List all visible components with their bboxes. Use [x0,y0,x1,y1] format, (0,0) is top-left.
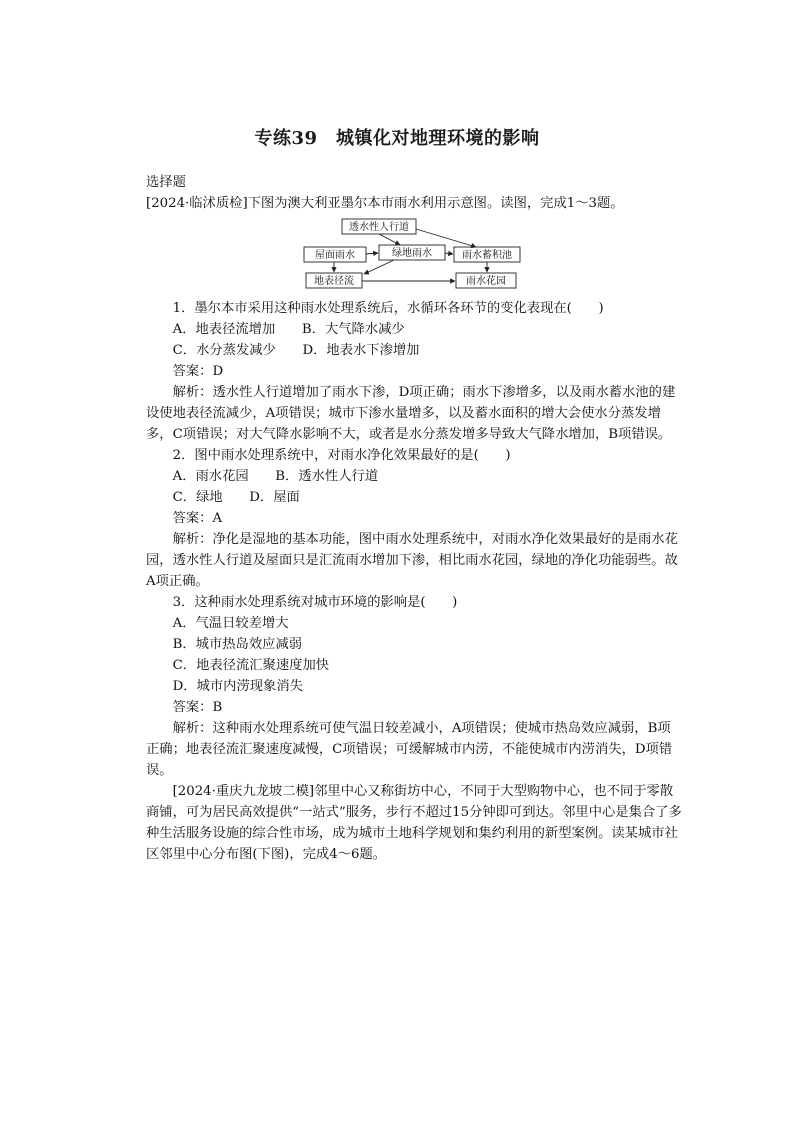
arrow-green-to-runoff [364,260,394,274]
node-green [379,245,445,260]
section-label: 选择题 [146,175,186,190]
q2-options-line1: A．雨水花园 B．透水性人行道 [172,469,379,484]
arrow-pavement-to-pool [416,229,476,247]
node-runoff-label: 地表径流 [314,276,354,287]
q1-stem: 1．墨尔本市采用这种雨水处理系统后，水循环各环节的变化表现在( ) [172,301,604,316]
arrow-roof-to-green [366,253,378,254]
q3-stem: 3．这种雨水处理系统对城市环境的影响是( ) [172,595,458,610]
node-garden-label: 雨水花园 [466,276,506,287]
q2-analysis: 解析：净化是湿地的基本功能，图中雨水处理系统中，对雨水净化效果最好的是雨水花园，透水性人行道及屋面只是汇流雨水增加下渗，相比雨水花园，绿地的净化功能弱些。故A项正确。 [146,532,678,589]
node-pool [454,247,520,262]
node-pool-label: 雨水蓄积池 [462,250,512,261]
q3-option-b: B．城市热岛效应减弱 [172,637,303,652]
node-pavement [342,219,416,234]
node-runoff [306,273,362,288]
node-garden [456,273,516,288]
rainwater-flow-svg [146,216,682,294]
q1-analysis: 解析：透水性人行道增加了雨水下渗，D项正确；雨水下渗增多，以及雨水蓄水池的建设使地表径流减少，A项错误；城市下渗水量增多，以及蓄水面积的增大会使水分蒸发增多，C项错误；对大气降水影响不大，或者是水分蒸发增多导致大气降水增加，B项错误。 [146,385,676,442]
q3-option-c: C．地表径流汇聚速度加快 [172,658,330,673]
arrow-green-to-pool [445,253,453,254]
q1-options-line1: A．地表径流增加 B．大气降水减少 [172,322,405,337]
q3-option-a: A．气温日较差增大 [172,616,289,631]
rainwater-diagram [146,216,682,294]
node-roof-label: 屋面雨水 [315,250,355,261]
group2-intro: [2024·重庆九龙坡二模]邻里中心又称街坊中心，不同于大型购物中心，也不同于零散商铺，可为居民高效提供“一站式”服务，步行不超过15分钟即可到达。邻里中心是集合了多种生活服务设施的综合性市场，成为城市土地科学规划和集约利用的新型案例。读某城市社区邻里中心分布图(下图)，完成4～6题。 [146,784,682,862]
q1-options-line2: C．水分蒸发减少 D．地表水下渗增加 [172,343,420,358]
node-green-label: 绿地雨水 [392,248,432,259]
q3-analysis: 解析：这种雨水处理系统可使气温日较差减小，A项错误；使城市热岛效应减弱，B项正确；地表径流汇聚速度减慢，C项错误；可缓解城市内涝，不能使城市内涝消失，D项错误。 [146,721,673,778]
node-roof [304,247,366,262]
q3-option-d: D．城市内涝现象消失 [172,679,303,694]
page-title: 专练39 城镇化对地理环境的影响 [254,128,540,149]
q2-stem: 2．图中雨水处理系统中，对雨水净化效果最好的是( ) [172,448,511,463]
group1-intro: [2024·临沭质检]下图为澳大利亚墨尔本市雨水利用示意图。读图，完成1～3题。 [146,196,624,211]
q3-answer: 答案：B [172,700,223,715]
q2-answer: 答案：A [172,511,223,526]
node-pavement-label: 透水性人行道 [349,222,409,233]
q2-options-line2: C．绿地 D．屋面 [172,490,300,505]
arrow-pavement-to-green [379,234,400,245]
q1-answer: 答案：D [172,364,224,379]
document-body [146,172,682,865]
